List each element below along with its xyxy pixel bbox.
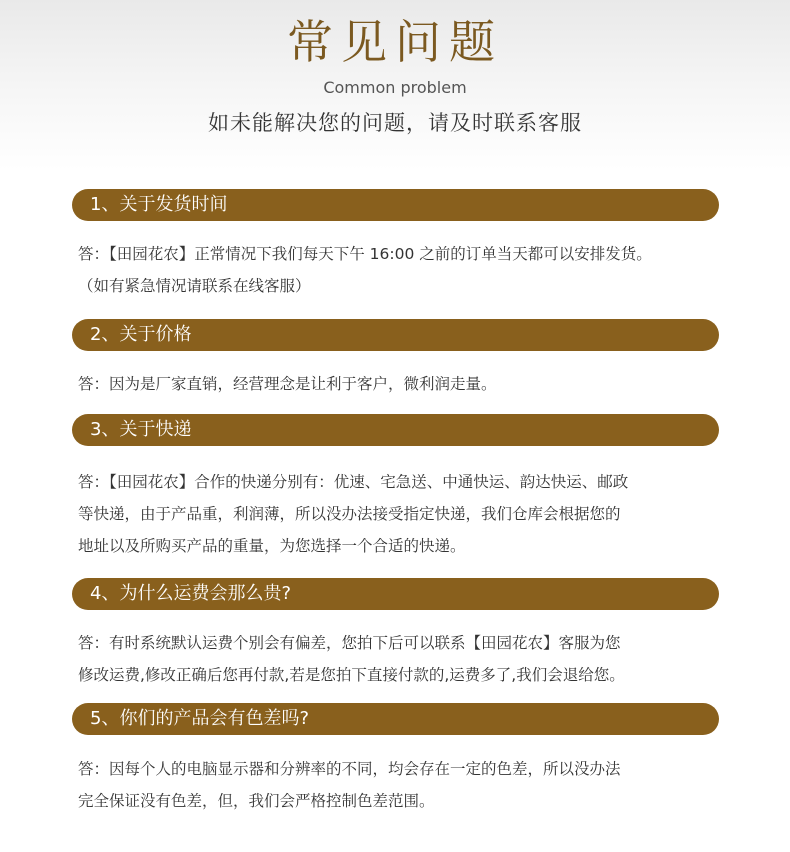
faq-answer-line: 修改运费,修改正确后您再付款,若是您拍下直接付款的,运费多了,我们会退给您。 — [78, 666, 625, 684]
faq-answer-2 — [78, 368, 728, 400]
faq-answer-line: 答：因为是厂家直销，经营理念是让利于客户，微利润走量。 — [78, 375, 497, 393]
faq-answer-4 — [78, 627, 728, 691]
faq-answer-line: 完全保证没有色差，但，我们会严格控制色差范围。 — [78, 792, 435, 810]
faq-question-3: 3、关于快递 — [72, 414, 719, 446]
page-header — [0, 0, 790, 170]
faq-question-1: 1、关于发货时间 — [72, 189, 719, 221]
faq-answer-1 — [78, 238, 728, 302]
faq-question-2: 2、关于价格 — [72, 319, 719, 351]
faq-answer-line: 等快递，由于产品重，利润薄，所以没办法接受指定快递，我们仓库会根据您的 — [78, 505, 621, 523]
page-tagline: 如未能解决您的问题，请及时联系客服 — [208, 111, 582, 135]
faq-answer-line: （如有紧急情况请联系在线客服） — [78, 277, 311, 295]
faq-answer-line: 答：【田园花农】正常情况下我们每天下午 16:00 之前的订单当天都可以安排发货。 — [78, 245, 652, 263]
faq-answer-line: 答：有时系统默认运费个别会有偏差，您拍下后可以联系【田园花农】客服为您 — [78, 634, 621, 652]
faq-answer-line: 答：【田园花农】合作的快递分别有：优速、宅急送、中通快运、韵达快运、邮政 — [78, 473, 629, 491]
faq-answer-3 — [78, 466, 728, 562]
faq-question-5: 5、你们的产品会有色差吗? — [72, 703, 719, 735]
faq-question-4: 4、为什么运费会那么贵? — [72, 578, 719, 610]
faq-answer-5 — [78, 753, 728, 817]
faq-answer-line: 地址以及所购买产品的重量，为您选择一个合适的快递。 — [78, 537, 466, 555]
page-title: 常见问题 — [287, 15, 503, 69]
faq-answer-line: 答：因每个人的电脑显示器和分辨率的不同，均会存在一定的色差，所以没办法 — [78, 760, 621, 778]
page-subtitle: Common problem — [323, 78, 467, 97]
